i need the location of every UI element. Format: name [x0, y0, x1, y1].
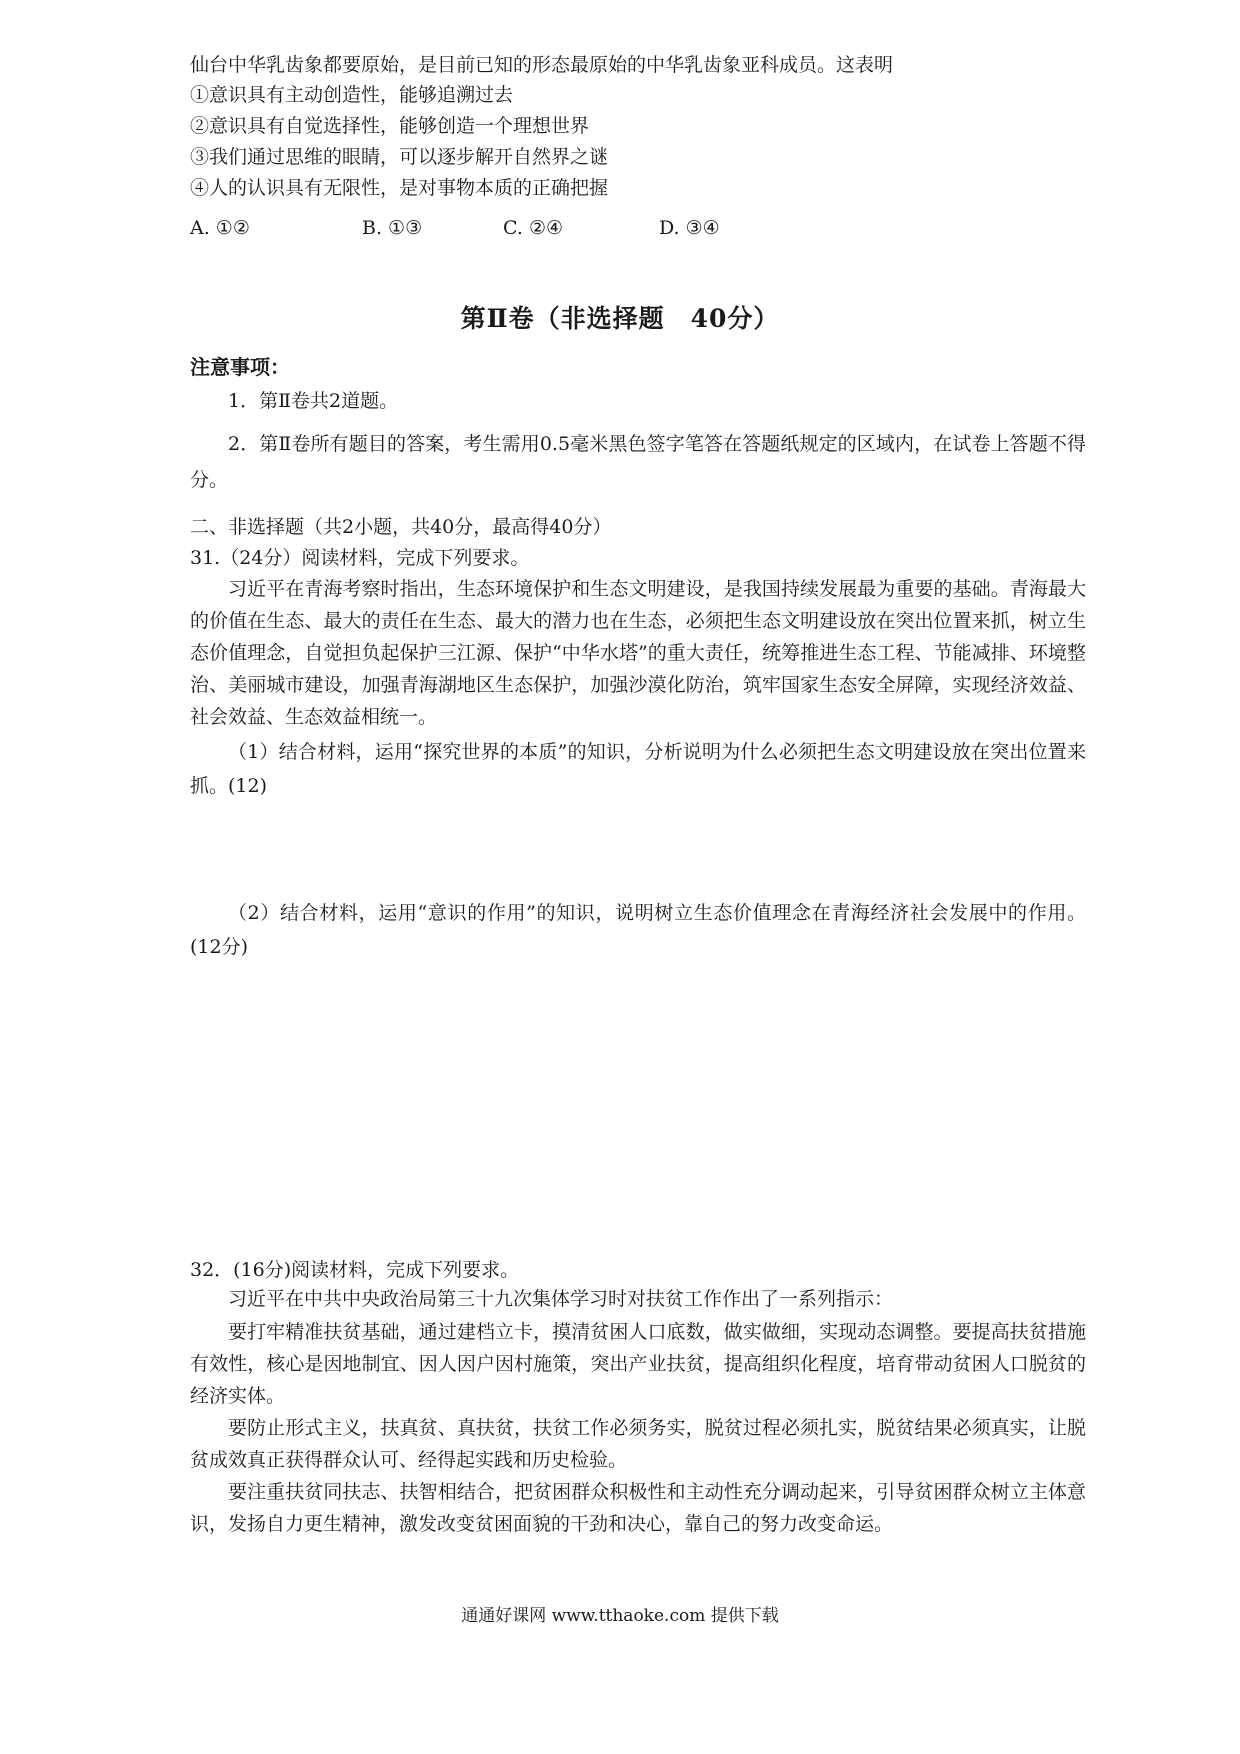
option-b: B. ①③	[362, 217, 423, 239]
part-header: 二、非选择题（共2小题，共40分，最高得40分）	[190, 516, 612, 538]
question32-paragraph-1: 要打牢精准扶贫基础，通过建档立卡，摸清贫困人口底数，做实做细，实现动态调整。要提高扶贫措施有效性，核心是因地制宜、因人因户因村施策，突出产业扶贫，提高组织化程度，培育带动贫困人口脱贫的经济实体。	[190, 1321, 1086, 1407]
question30-stem-end: 仙台中华乳齿象都要原始，是目前已知的形态最原始的中华乳齿象亚科成员。这表明	[190, 54, 894, 76]
question32-paragraph-3: 要注重扶贫同扶志、扶智相结合，把贫困群众积极性和主动性充分调动起来，引导贫困群众树立主体意识，发扬自力更生精神，激发改变贫困面貌的干劲和决心，靠自己的努力改变命运。	[190, 1481, 1086, 1535]
question31-subquestion-1: （1）结合材料，运用“探究世界的本质”的知识，分析说明为什么必须把生态文明建设放在突出位置来抓。(12)	[190, 741, 1086, 797]
option-a: A. ①②	[190, 217, 250, 239]
question30-statement-2: ②意识具有自觉选择性，能够创造一个理想世界	[190, 115, 590, 137]
question30-statement-4: ④人的认识具有无限性，是对事物本质的正确把握	[190, 177, 609, 199]
question31-subquestion-2: （2）结合材料，运用“意识的作用”的知识，说明树立生态价值理念在青海经济社会发展中的作用。(12分)	[190, 902, 1086, 958]
question31-material: 习近平在青海考察时指出，生态环境保护和生态文明建设，是我国持续发展最为重要的基础。青海最大的价值在生态、最大的责任在生态、最大的潜力也在生态，必须把生态文明建设放在突出位置来抓，树立生态价值理念，自觉担负起保护三江源、保护“中华水塔”的重大责任，统筹推进生态工程、节能减排、环境整治、美丽城市建设，加强青海湖地区生态保护，加强沙漠化防治，筑牢国家生态安全屏障，实现经济效益、社会效益、生态效益相统一。	[190, 578, 1086, 728]
page-footer: 通通好课网 www.tthaoke.com 提供下载	[461, 1606, 779, 1626]
notice-item-1: 1．第Ⅱ卷共2道题。	[228, 390, 399, 412]
question30-statement-3: ③我们通过思维的眼睛，可以逐步解开自然界之谜	[190, 146, 609, 168]
question32-header: 32．(16分)阅读材料，完成下列要求。	[190, 1259, 520, 1281]
question31-header: 31.（24分）阅读材料，完成下列要求。	[190, 547, 530, 569]
question32-intro: 习近平在中共中央政治局第三十九次集体学习时对扶贫工作作出了一系列指示：	[228, 1288, 894, 1310]
question32-paragraph-2: 要防止形式主义，扶真贫、真扶贫，扶贫工作必须务实，脱贫过程必须扎实，脱贫结果必须真实，让脱贫成效真正获得群众认可、经得起实践和历史检验。	[190, 1417, 1086, 1471]
question30-statement-1: ①意识具有主动创造性，能够追溯过去	[190, 84, 514, 106]
option-d: D. ③④	[659, 217, 720, 239]
notice-heading: 注意事项：	[190, 355, 290, 379]
option-c: C. ②④	[503, 217, 564, 239]
section-title: 第Ⅱ卷（非选择题 40分）	[460, 304, 780, 333]
notice-item-2: 2．第Ⅱ卷所有题目的答案，考生需用0.5毫米黑色签字笔答在答题纸规定的区域内，在试卷上答题不得分。	[190, 433, 1086, 491]
